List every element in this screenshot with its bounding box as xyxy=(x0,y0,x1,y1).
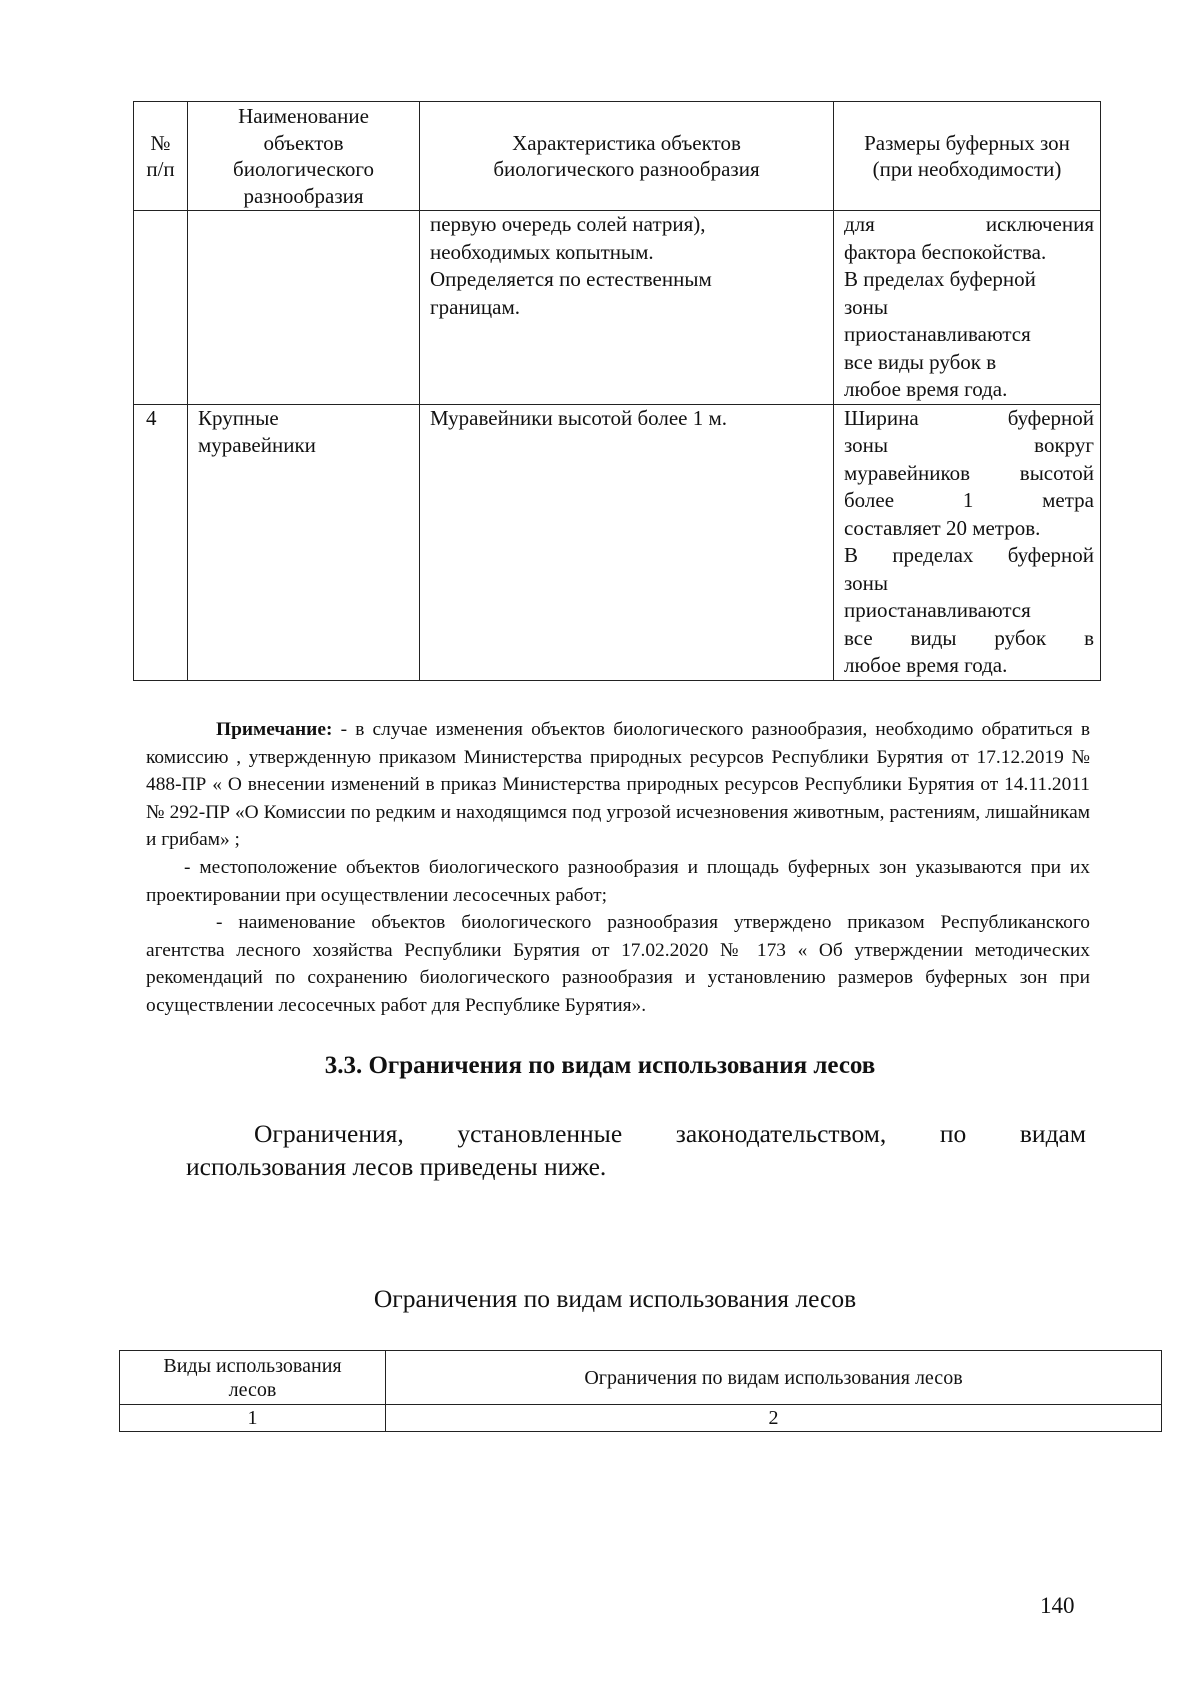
table-caption: Ограничения по видам использования лесов xyxy=(373,1284,857,1313)
biodiversity-table xyxy=(133,101,1101,681)
cell-buffer: для исключения фактора беспокойства. В пределах буферной зоны приостанавливаются все виды рубок в любое время года. xyxy=(834,211,1101,405)
page-number: 140 xyxy=(1040,1593,1075,1618)
header-restrictions: Ограничения по видам использования лесов xyxy=(386,1351,1162,1405)
table-row xyxy=(134,404,1101,680)
header-characteristic: Характеристика объектов биологического разнообразия xyxy=(420,102,834,211)
cell-characteristic: первую очередь солей натрия), необходимых копытным. Определяется по естественным границам. xyxy=(420,211,834,405)
note-label: Примечание: xyxy=(216,719,333,740)
table-row xyxy=(134,211,1101,405)
note-paragraph: Примечание: - в случае изменения объектов биологического разнообразия, необходимо обратиться в комиссию , утвержденную приказом Министерства природных ресурсов Республики Бурятия от 17.12.2019 № 488-ПР « О внесении изменений в приказ Министерства природных ресурсов Республики Бурятия от 14.11.2011 № 292-ПР «О Комиссии по редким и находящимся под угрозой исчезновения животным, растениям, лишайникам и грибам» ; xyxy=(146,719,1090,851)
cell-num: 4 xyxy=(134,404,188,680)
header-name: Наименование объектов биологического разнообразия xyxy=(188,102,420,211)
cell-name xyxy=(188,211,420,405)
table-header-row xyxy=(134,102,1101,211)
limits-table xyxy=(119,1350,1162,1432)
column-number: 1 xyxy=(120,1405,386,1432)
cell-name: Крупные муравейники xyxy=(188,404,420,680)
section-paragraph: Ограничения, установленные законодательством, по видам использования лесов приведены ниже. xyxy=(186,1119,1086,1181)
note-paragraph: - наименование объектов биологического разнообразия утверждено приказом Республиканского агентства лесного хозяйства Республики Бурятия от 17.02.2020 № 173 « Об утверждении методических рекомендаций по сохранению биологического разнообразия и установлению размеров буферных зон при осуществлении лесосечных работ для Республике Бурятия». xyxy=(146,912,1090,1016)
header-buffer-size: Размеры буферных зон (при необходимости) xyxy=(834,102,1101,211)
note-paragraph: - местоположение объектов биологического разнообразия и площадь буферных зон указываются при их проектировании при осуществлении лесосечных работ; xyxy=(146,856,1090,906)
header-use-types: Виды использования лесов xyxy=(120,1351,386,1405)
cell-num xyxy=(134,211,188,405)
cell-characteristic: Муравейники высотой более 1 м. xyxy=(420,404,834,680)
header-num: № п/п xyxy=(134,102,188,211)
section-heading: 3.3. Ограничения по видам использования лесов xyxy=(324,1052,876,1079)
notes-block xyxy=(146,716,1090,1020)
column-number: 2 xyxy=(386,1405,1162,1432)
table-header-row xyxy=(120,1351,1162,1405)
table-row xyxy=(120,1405,1162,1432)
cell-buffer: Ширина буферной зоны вокруг муравейников высотой более 1 метра составляет 20 метров. В пределах буферной зоны приостанавливаются все виды рубок в любое время года. xyxy=(834,404,1101,680)
